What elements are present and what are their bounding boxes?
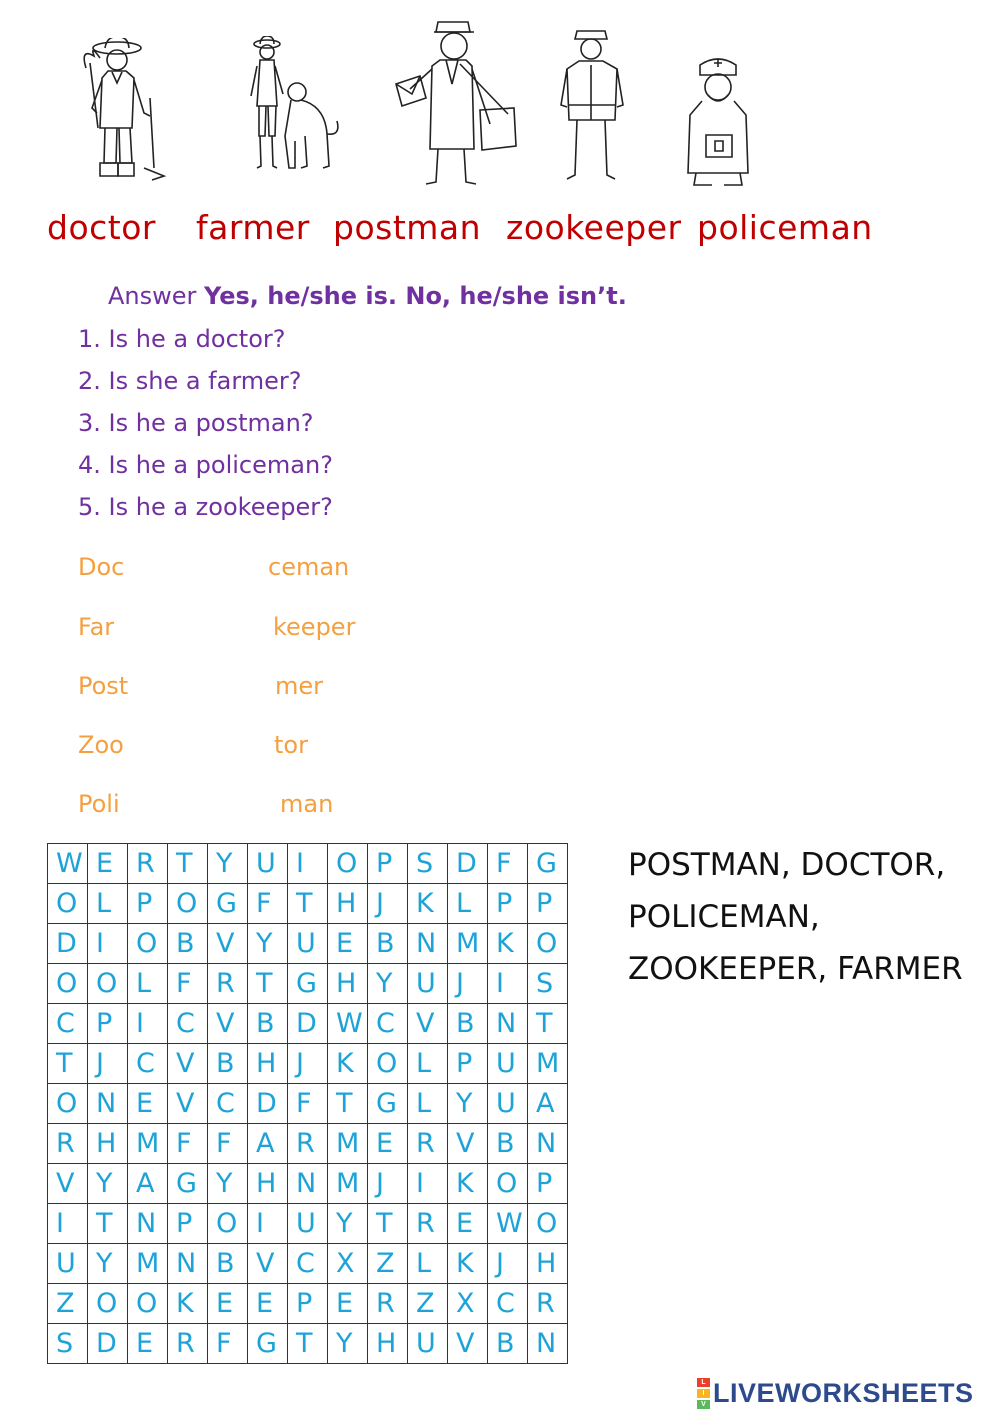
grid-cell[interactable]: V <box>168 1084 208 1124</box>
grid-row <box>48 1284 568 1324</box>
grid-cell[interactable]: Z <box>48 1284 88 1324</box>
grid-cell[interactable]: J <box>368 1164 408 1204</box>
fragment-left-5: Poli <box>78 790 120 818</box>
grid-cell[interactable]: R <box>128 844 168 884</box>
grid-cell[interactable]: D <box>248 1084 288 1124</box>
grid-cell[interactable]: Y <box>448 1084 488 1124</box>
grid-cell[interactable]: O <box>168 884 208 924</box>
grid-cell[interactable]: E <box>328 1284 368 1324</box>
grid-cell[interactable]: E <box>248 1284 288 1324</box>
grid-cell[interactable]: O <box>488 1164 528 1204</box>
grid-cell[interactable]: B <box>488 1324 528 1364</box>
grid-row <box>48 1244 568 1284</box>
question-3: 3. Is he a postman? <box>78 409 314 437</box>
grid-cell[interactable]: C <box>128 1044 168 1084</box>
grid-cell[interactable]: P <box>528 1164 568 1204</box>
grid-cell[interactable]: V <box>448 1124 488 1164</box>
grid-cell[interactable]: E <box>208 1284 248 1324</box>
grid-cell[interactable]: Z <box>368 1244 408 1284</box>
grid-cell[interactable]: D <box>48 924 88 964</box>
grid-cell[interactable]: H <box>248 1164 288 1204</box>
grid-cell[interactable]: J <box>288 1044 328 1084</box>
grid-cell[interactable]: H <box>528 1244 568 1284</box>
job-word-zookeeper: zookeeper <box>506 208 682 247</box>
grid-cell[interactable]: Y <box>328 1204 368 1244</box>
grid-cell[interactable]: L <box>408 1244 448 1284</box>
grid-cell[interactable]: H <box>368 1324 408 1364</box>
grid-cell[interactable]: Y <box>88 1244 128 1284</box>
grid-cell[interactable]: C <box>208 1084 248 1124</box>
grid-row <box>48 844 568 884</box>
grid-cell[interactable]: U <box>288 1204 328 1244</box>
grid-row <box>48 1084 568 1124</box>
grid-cell[interactable]: W <box>48 844 88 884</box>
grid-cell[interactable]: Y <box>248 924 288 964</box>
grid-cell[interactable]: L <box>408 1084 448 1124</box>
grid-cell[interactable]: V <box>48 1164 88 1204</box>
grid-cell[interactable]: X <box>328 1244 368 1284</box>
grid-cell[interactable]: I <box>48 1204 88 1244</box>
fragment-left-3: Post <box>78 672 129 700</box>
word-search-grid <box>47 843 568 1364</box>
grid-row <box>48 1044 568 1084</box>
grid-cell[interactable]: X <box>448 1284 488 1324</box>
instruction <box>108 282 627 310</box>
grid-cell[interactable]: P <box>448 1044 488 1084</box>
grid-cell[interactable]: O <box>128 924 168 964</box>
grid-cell[interactable]: T <box>528 1004 568 1044</box>
grid-cell[interactable]: K <box>488 924 528 964</box>
logo-mark-l: L <box>697 1378 710 1387</box>
fragment-left-2: Far <box>78 613 115 641</box>
grid-cell[interactable]: L <box>448 884 488 924</box>
grid-cell[interactable]: U <box>488 1084 528 1124</box>
job-word-doctor: doctor <box>47 208 156 247</box>
grid-cell[interactable]: R <box>208 964 248 1004</box>
grid-cell[interactable]: D <box>288 1004 328 1044</box>
grid-cell[interactable]: P <box>288 1284 328 1324</box>
grid-cell[interactable]: S <box>48 1324 88 1364</box>
grid-cell[interactable]: C <box>48 1004 88 1044</box>
grid-cell[interactable]: R <box>288 1124 328 1164</box>
grid-cell[interactable]: B <box>368 924 408 964</box>
word-list-line-2: POLICEMAN, <box>628 899 820 935</box>
grid-cell[interactable]: F <box>488 844 528 884</box>
doctor-figure-icon <box>680 55 760 190</box>
grid-cell[interactable]: C <box>488 1284 528 1324</box>
grid-cell[interactable]: V <box>248 1244 288 1284</box>
grid-cell[interactable]: S <box>408 844 448 884</box>
grid-cell[interactable]: E <box>88 844 128 884</box>
job-word-policeman: policeman <box>697 208 873 247</box>
grid-cell[interactable]: U <box>488 1044 528 1084</box>
grid-cell[interactable]: T <box>48 1044 88 1084</box>
grid-cell[interactable]: H <box>88 1124 128 1164</box>
grid-row <box>48 964 568 1004</box>
grid-cell[interactable]: U <box>408 964 448 1004</box>
grid-cell[interactable]: S <box>528 964 568 1004</box>
grid-cell[interactable]: T <box>288 1324 328 1364</box>
logo-text: LIVEWORKSHEETS <box>713 1377 974 1408</box>
grid-cell[interactable]: J <box>88 1044 128 1084</box>
grid-cell[interactable]: B <box>168 924 208 964</box>
instruction-answers: Yes, he/she is. No, he/she isn’t. <box>204 282 627 310</box>
grid-cell[interactable]: L <box>88 884 128 924</box>
grid-cell[interactable]: T <box>248 964 288 1004</box>
grid-cell[interactable]: F <box>288 1084 328 1124</box>
grid-cell[interactable]: I <box>488 964 528 1004</box>
grid-cell[interactable]: R <box>528 1284 568 1324</box>
grid-cell[interactable]: R <box>368 1284 408 1324</box>
grid-cell[interactable]: F <box>208 1324 248 1364</box>
grid-cell[interactable]: Y <box>88 1164 128 1204</box>
grid-cell[interactable]: G <box>208 884 248 924</box>
grid-cell[interactable]: I <box>288 844 328 884</box>
grid-cell[interactable]: U <box>248 844 288 884</box>
grid-cell[interactable]: V <box>208 1004 248 1044</box>
grid-cell[interactable]: K <box>448 1164 488 1204</box>
grid-cell[interactable]: T <box>88 1204 128 1244</box>
grid-cell[interactable]: J <box>488 1244 528 1284</box>
grid-row <box>48 884 568 924</box>
grid-cell[interactable]: O <box>88 964 128 1004</box>
grid-cell[interactable]: V <box>208 924 248 964</box>
grid-cell[interactable]: K <box>448 1244 488 1284</box>
grid-cell[interactable]: O <box>88 1284 128 1324</box>
grid-cell[interactable]: M <box>128 1124 168 1164</box>
logo-mark-icon <box>697 1377 710 1410</box>
grid-row <box>48 1204 568 1244</box>
grid-cell[interactable]: K <box>168 1284 208 1324</box>
grid-cell[interactable]: O <box>528 1204 568 1244</box>
grid-cell[interactable]: G <box>248 1324 288 1364</box>
grid-cell[interactable]: C <box>168 1004 208 1044</box>
grid-cell[interactable]: H <box>328 964 368 1004</box>
grid-cell[interactable]: D <box>448 844 488 884</box>
grid-cell[interactable]: A <box>248 1124 288 1164</box>
grid-cell[interactable]: W <box>328 1004 368 1044</box>
grid-cell[interactable]: K <box>328 1044 368 1084</box>
grid-cell[interactable]: J <box>368 884 408 924</box>
grid-cell[interactable]: T <box>288 884 328 924</box>
grid-cell[interactable]: F <box>208 1124 248 1164</box>
liveworksheets-logo <box>697 1376 974 1410</box>
instruction-prefix: Answer <box>108 282 205 310</box>
fragment-right-4: tor <box>274 731 308 759</box>
grid-cell[interactable]: O <box>48 884 88 924</box>
grid-row <box>48 1164 568 1204</box>
grid-cell[interactable]: M <box>528 1044 568 1084</box>
grid-cell[interactable]: C <box>288 1244 328 1284</box>
grid-cell[interactable]: F <box>168 964 208 1004</box>
grid-cell[interactable]: D <box>88 1324 128 1364</box>
grid-cell[interactable]: J <box>448 964 488 1004</box>
grid-cell[interactable]: F <box>248 884 288 924</box>
grid-cell[interactable]: E <box>128 1324 168 1364</box>
grid-cell[interactable]: B <box>488 1124 528 1164</box>
grid-cell[interactable]: R <box>48 1124 88 1164</box>
grid-cell[interactable]: M <box>128 1244 168 1284</box>
grid-cell[interactable]: B <box>208 1244 248 1284</box>
grid-cell[interactable]: L <box>408 1044 448 1084</box>
grid-cell[interactable]: B <box>208 1044 248 1084</box>
grid-cell[interactable]: B <box>248 1004 288 1044</box>
grid-cell[interactable]: O <box>328 844 368 884</box>
grid-cell[interactable]: P <box>128 884 168 924</box>
grid-cell[interactable]: G <box>168 1164 208 1204</box>
grid-cell[interactable]: E <box>368 1124 408 1164</box>
farmer-figure-icon <box>72 38 167 188</box>
grid-cell[interactable]: Y <box>208 1164 248 1204</box>
grid-cell[interactable]: E <box>448 1204 488 1244</box>
grid-cell[interactable]: U <box>408 1324 448 1364</box>
grid-cell[interactable]: R <box>408 1124 448 1164</box>
grid-cell[interactable]: P <box>88 1004 128 1044</box>
grid-cell[interactable]: V <box>168 1044 208 1084</box>
grid-cell[interactable]: I <box>408 1164 448 1204</box>
grid-cell[interactable]: O <box>48 1084 88 1124</box>
grid-cell[interactable]: N <box>408 924 448 964</box>
fragment-right-1: ceman <box>268 553 350 581</box>
grid-cell[interactable]: Y <box>328 1324 368 1364</box>
grid-cell[interactable]: P <box>368 844 408 884</box>
question-1: 1. Is he a doctor? <box>78 325 286 353</box>
grid-cell[interactable]: U <box>288 924 328 964</box>
grid-cell[interactable]: N <box>128 1204 168 1244</box>
word-list-line-1: POSTMAN, DOCTOR, <box>628 847 946 883</box>
grid-cell[interactable]: C <box>368 1004 408 1044</box>
grid-cell[interactable]: M <box>328 1124 368 1164</box>
grid-cell[interactable]: H <box>328 884 368 924</box>
logo-mark-v: V <box>697 1400 710 1409</box>
grid-cell[interactable]: M <box>448 924 488 964</box>
fragment-left-1: Doc <box>78 553 125 581</box>
question-2: 2. Is she a farmer? <box>78 367 302 395</box>
grid-cell[interactable]: N <box>88 1084 128 1124</box>
job-word-farmer: farmer <box>196 208 310 247</box>
word-list-line-3: ZOOKEEPER, FARMER <box>628 951 963 987</box>
grid-cell[interactable]: G <box>288 964 328 1004</box>
grid-row <box>48 1004 568 1044</box>
grid-cell[interactable]: V <box>448 1324 488 1364</box>
grid-cell[interactable]: T <box>328 1084 368 1124</box>
grid-cell[interactable]: U <box>48 1244 88 1284</box>
grid-cell[interactable]: P <box>168 1204 208 1244</box>
grid-cell[interactable]: G <box>368 1084 408 1124</box>
grid-cell[interactable]: P <box>488 884 528 924</box>
grid-cell[interactable]: V <box>408 1004 448 1044</box>
question-4: 4. Is he a policeman? <box>78 451 333 479</box>
grid-cell[interactable]: A <box>528 1084 568 1124</box>
grid-cell[interactable]: A <box>128 1164 168 1204</box>
postman-figure-icon <box>390 14 525 189</box>
fragment-right-3: mer <box>275 672 324 700</box>
grid-cell[interactable]: F <box>168 1124 208 1164</box>
grid-cell[interactable]: E <box>328 924 368 964</box>
grid-cell[interactable]: T <box>168 844 208 884</box>
grid-cell[interactable]: I <box>248 1204 288 1244</box>
fragment-right-2: keeper <box>273 613 356 641</box>
grid-cell[interactable]: I <box>88 924 128 964</box>
grid-cell[interactable]: N <box>488 1004 528 1044</box>
grid-cell[interactable]: O <box>48 964 88 1004</box>
grid-cell[interactable]: G <box>528 844 568 884</box>
grid-cell[interactable]: N <box>288 1164 328 1204</box>
grid-cell[interactable]: P <box>528 884 568 924</box>
grid-cell[interactable]: R <box>168 1324 208 1364</box>
grid-cell[interactable]: O <box>368 1044 408 1084</box>
grid-cell[interactable]: B <box>448 1004 488 1044</box>
grid-cell[interactable]: N <box>528 1324 568 1364</box>
fragment-left-4: Zoo <box>78 731 124 759</box>
grid-cell[interactable]: W <box>488 1204 528 1244</box>
grid-cell[interactable]: M <box>328 1164 368 1204</box>
grid-cell[interactable]: I <box>128 1004 168 1044</box>
grid-cell[interactable]: T <box>368 1204 408 1244</box>
logo-mark-i: I <box>697 1389 710 1398</box>
grid-cell[interactable]: Y <box>208 844 248 884</box>
zookeeper-figure-icon <box>245 36 345 176</box>
job-word-postman: postman <box>333 208 482 247</box>
grid-cell[interactable]: N <box>168 1244 208 1284</box>
grid-row <box>48 1124 568 1164</box>
grid-cell[interactable]: N <box>528 1124 568 1164</box>
fragment-right-5: man <box>280 790 334 818</box>
policeman-figure-icon <box>555 25 630 185</box>
grid-row <box>48 924 568 964</box>
grid-cell[interactable]: O <box>128 1284 168 1324</box>
grid-cell[interactable]: R <box>408 1204 448 1244</box>
grid-row <box>48 1324 568 1364</box>
grid-cell[interactable]: O <box>528 924 568 964</box>
grid-cell[interactable]: L <box>128 964 168 1004</box>
grid-cell[interactable]: Y <box>368 964 408 1004</box>
grid-cell[interactable]: E <box>128 1084 168 1124</box>
grid-cell[interactable]: O <box>208 1204 248 1244</box>
grid-cell[interactable]: Z <box>408 1284 448 1324</box>
grid-cell[interactable]: K <box>408 884 448 924</box>
question-5: 5. Is he a zookeeper? <box>78 493 333 521</box>
grid-cell[interactable]: H <box>248 1044 288 1084</box>
